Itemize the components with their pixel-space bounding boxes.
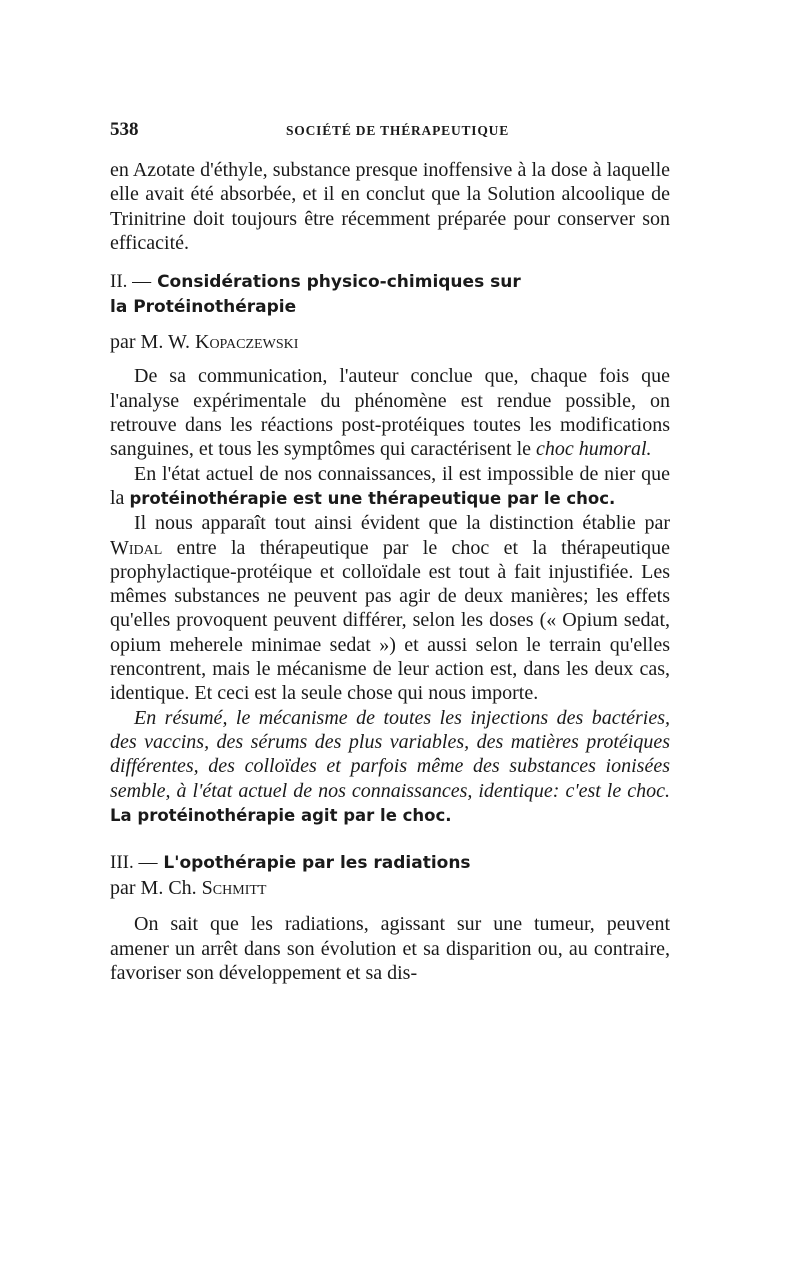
page-header: [0, 119, 800, 143]
section-3-author-name: Schmitt: [201, 877, 267, 900]
paragraph-text: De sa communication, l'auteur conclue que, chaque fois que l'analyse expérimentale du phénomène est rendue possible, on retrouve dans les réactions post-protéiques toutes les modifications sanguines, et tous les symptômes qui caractérisent le: [110, 365, 670, 461]
section-2-author: [110, 330, 670, 354]
section-2-author-name: Kopaczewski: [195, 331, 299, 354]
section-2-paragraph-3: [110, 511, 670, 705]
running-title: SOCIÉTÉ DE THÉRAPEUTIQUE: [286, 123, 510, 138]
section-3-paragraph-1: On sait que les radiations, agissant sur une tumeur, peuvent amener un arrêt dans son évolution et sa disparition ou, au contraire, favoriser son développement et sa dis-: [110, 913, 670, 985]
paragraph-italic: En résumé, le mécanisme de toutes les injections des bactéries, des vaccins, des sérums des plus variables, des matières protéiques différentes, des colloïdes et parfois même des substances ionisées semble, à l'état actuel de nos connaissances, identique: c'est le choc.: [110, 706, 670, 802]
author-reference: Widal: [110, 536, 163, 559]
paragraph-text: entre la thérapeutique par le choc et la thérapeutique prophylactique-protéique et colloïdale est tout à fait injustifiée. Les mêmes substances ne peuvent pas agir de deux manières; les effets qu'elles provoquent peuvent différer, selon les doses (« Opium sedat, opium meherele minimae sedat ») et aussi selon le terrain qu'elles rencontrent, mais le mécanisme de leur action est, dans les deux cas, identique. Et ceci est la seule chose qui nous importe.: [110, 536, 671, 705]
section-3-number: III. —: [110, 852, 158, 874]
section-3-author: [110, 876, 670, 900]
paragraph-bold: La protéinothérapie agit par le choc.: [110, 805, 452, 825]
section-3-author-prefix: par M. Ch.: [110, 877, 197, 900]
section-2-author-prefix: par M. W.: [110, 331, 190, 354]
page-body: [110, 158, 670, 985]
section-3-title: [110, 850, 670, 876]
section-2-paragraph-4: [110, 706, 670, 828]
paragraph-text: Il nous apparaît tout ainsi évident que la distinction établie par: [134, 512, 670, 535]
section-2-number: II. —: [110, 271, 152, 293]
section-2-paragraph-1: [110, 364, 670, 461]
section-3-title-text: L'opothérapie par les radiations: [163, 853, 471, 874]
paragraph-bold: protéinothérapie est une thérapeutique par le choc.: [129, 488, 616, 508]
paragraph-text: En l'état actuel de nos connaissances, il est impossible de nier que la: [110, 462, 670, 509]
section-2-title-line1: Considérations physico-chimiques sur: [157, 272, 521, 293]
paragraph-italic: choc humoral.: [536, 438, 652, 461]
section-2-title: [110, 269, 670, 320]
section-2-title-line2: la Protéinothérapie: [110, 297, 297, 318]
section-2-paragraph-2: [110, 462, 670, 512]
page-number: 538: [110, 119, 139, 140]
intro-paragraph: en Azotate d'éthyle, substance presque inoffensive à la dose à laquelle elle avait été absorbée, et il en conclut que la Solution alcoolique de Trinitrine doit toujours être récemment préparée pour conserver son efficacité.: [110, 159, 670, 254]
